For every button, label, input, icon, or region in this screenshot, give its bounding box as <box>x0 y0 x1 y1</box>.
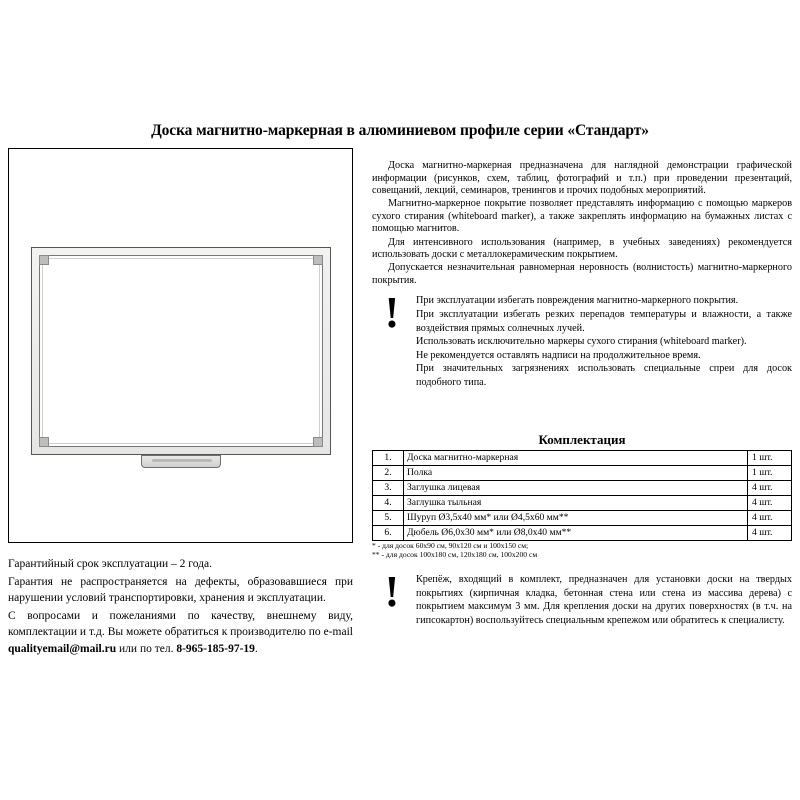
row-qty: 4 шт. <box>748 496 792 511</box>
frame-corner-icon <box>39 437 49 447</box>
warranty-section <box>8 556 353 658</box>
whiteboard-surface <box>42 258 320 444</box>
row-number: 4. <box>373 496 404 511</box>
warning-line: Использовать исключительно маркеры сухого стирания (whiteboard marker). <box>416 336 747 348</box>
warranty-end-dot: . <box>254 642 258 655</box>
page-title: Доска магнитно-маркерная в алюминиевом профиле серии «Стандарт» <box>151 122 649 139</box>
exclamation-mark-icon: ! <box>384 288 400 338</box>
row-name: Заглушка тыльная <box>404 496 748 511</box>
table-row <box>373 466 792 481</box>
contact-email: qualityemail@mail.ru <box>8 642 117 655</box>
note-line: * - для досок 60х90 см, 90х120 см и 100х150 см; <box>372 541 529 550</box>
row-name: Доска магнитно-маркерная <box>404 451 748 466</box>
table-row <box>373 481 792 496</box>
description-paragraph: Для интенсивного использования (например, в учебных заведениях) рекомендуется использовать доски с металлокерамическим покрытием. <box>372 236 792 261</box>
usage-warnings-block <box>372 288 792 389</box>
whiteboard-frame <box>39 255 323 447</box>
warning-line: При эксплуатации избегать резких перепадов температуры и влажности, а также воздействия прямых солнечных лучей. <box>416 309 792 334</box>
frame-corner-icon <box>39 255 49 265</box>
whiteboard-illustration <box>31 247 331 455</box>
description-paragraph: Допускается незначительная равномерная неровность (волнистость) магнитно-маркерного покрытия. <box>372 262 792 286</box>
komplektatsiya-notes <box>372 541 792 560</box>
table-row <box>373 526 792 541</box>
warranty-exclusions: Гарантия не распространяется на дефекты, образовавшиеся при нарушении условий транспортировки, хранения и эксплуатации. <box>8 575 353 604</box>
row-name: Дюбель Ø6,0х30 мм* или Ø8,0х40 мм** <box>404 526 748 541</box>
warning-line: При значительных загрязнениях использовать специальные спреи для досок подобного типа. <box>416 363 792 388</box>
exclamation-mark-icon: ! <box>384 567 400 616</box>
description-section <box>372 160 792 390</box>
table-row <box>373 451 792 466</box>
table-row <box>373 496 792 511</box>
frame-corner-icon <box>313 255 323 265</box>
row-number: 1. <box>373 451 404 466</box>
note-line: ** - для досок 100х180 см, 120х180 см, 100х200 см <box>372 550 538 560</box>
row-name: Полка <box>404 466 748 481</box>
warranty-contacts <box>8 608 353 658</box>
row-qty: 4 шт. <box>748 481 792 496</box>
komplektatsiya-table <box>372 450 792 541</box>
product-image <box>8 148 353 543</box>
row-number: 3. <box>373 481 404 496</box>
row-qty: 4 шт. <box>748 526 792 541</box>
row-number: 6. <box>373 526 404 541</box>
fastening-section <box>372 567 792 627</box>
row-name: Шуруп Ø3,5х40 мм* или Ø4,5х60 мм** <box>404 511 748 526</box>
row-qty: 4 шт. <box>748 511 792 526</box>
contact-phone: 8-965-185-97-19 <box>176 642 255 655</box>
row-name: Заглушка лицевая <box>404 481 748 496</box>
row-number: 2. <box>373 466 404 481</box>
table-row <box>373 511 792 526</box>
marker-tray <box>141 455 221 468</box>
fastening-text: Крепёж, входящий в комплект, предназначен для установки доски на твердых покрытиях (кирпичная кладка, бетонная стена или стена из массива дерева) с покрытием максимум 3 мм. Для крепления доски на других поверхностях (в т.ч. на гипсокартон) воспользуйтесь специальным крепежом или обратитесь к специалисту. <box>416 574 792 626</box>
description-paragraph: Магнитно-маркерное покрытие позволяет представлять информацию с помощью маркеров сухого стирания (whiteboard marker), а также закреплять информацию на бумажных листах с помощью магнитов. <box>372 198 792 235</box>
row-qty: 1 шт. <box>748 466 792 481</box>
fastening-warning-block <box>372 567 792 627</box>
row-qty: 1 шт. <box>748 451 792 466</box>
warning-line: При эксплуатации избегать повреждения магнитно-маркерного покрытия. <box>416 295 739 307</box>
warranty-contacts-text: С вопросами и пожеланиями по качеству, внешнему виду, комплектации и т.д. Вы можете обратиться к производителю по e-mail <box>8 609 353 638</box>
description-paragraph: Доска магнитно-маркерная предназначена для наглядной демонстрации графической информации (рисунков, схем, таблиц, фотографий и т.п.) при проведении презентаций, совещаний, лекций, семинаров, тренингов и прочих подобных мероприятий. <box>372 160 792 197</box>
warning-line: Не рекомендуется оставлять надписи на продолжительное время. <box>416 349 701 361</box>
frame-corner-icon <box>313 437 323 447</box>
komplektatsiya-heading: Комплектация <box>538 432 626 447</box>
row-number: 5. <box>373 511 404 526</box>
warranty-phone-prefix: или по тел. <box>116 642 177 655</box>
warranty-term: Гарантийный срок эксплуатации – 2 года. <box>8 558 212 570</box>
